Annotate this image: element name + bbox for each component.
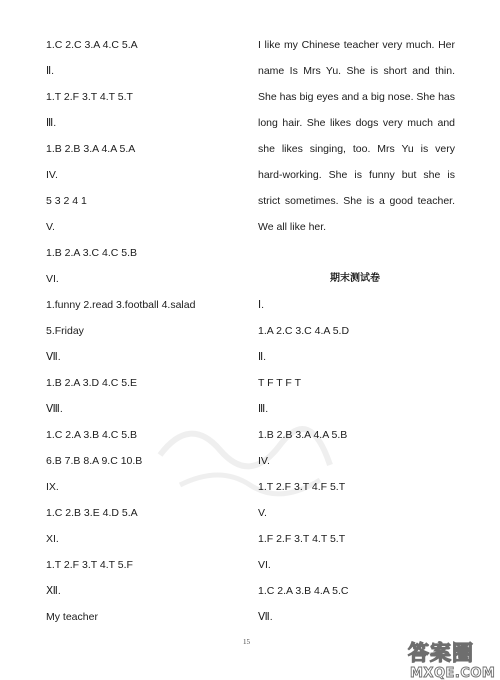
answer-line: T F T F T: [258, 377, 301, 389]
answer-line: 1.F 2.F 3.T 4.T 5.T: [258, 533, 346, 545]
section-heading: Ⅻ.: [46, 585, 61, 597]
essay-line: long hair. She likes dogs very much and: [258, 117, 455, 129]
essay-line: she likes singing, too. Mrs Yu is very: [258, 143, 455, 155]
section-heading: Ⅲ.: [258, 403, 269, 415]
section-heading: Ⅱ.: [46, 65, 55, 77]
essay-title: My teacher: [46, 611, 98, 623]
answer-line: 1.A 2.C 3.C 4.A 5.D: [258, 325, 350, 337]
section-heading: V.: [258, 507, 267, 519]
section-heading: IX.: [46, 481, 59, 493]
answer-line: 6.B 7.B 8.A 9.C 10.B: [46, 455, 143, 467]
section-heading: V.: [46, 221, 55, 233]
section-heading: VI.: [46, 273, 59, 285]
svg-text:答案圈: 答案圈: [408, 641, 474, 665]
answer-line: 5 3 2 4 1: [46, 195, 87, 207]
answer-line: 1.B 2.A 3.D 4.C 5.E: [46, 377, 138, 389]
answer-line: 1.B 2.B 3.A 4.A 5.B: [258, 429, 348, 441]
answer-line: 1.C 2.B 3.E 4.D 5.A: [46, 507, 138, 519]
answer-line: 1.T 2.F 3.T 4.T 5.F: [46, 559, 133, 571]
page-number: 15: [243, 638, 250, 646]
watermark-logo: [404, 636, 500, 680]
essay-line: I like my Chinese teacher very much. Her: [258, 39, 455, 51]
svg-text:MXQE.COM: MXQE.COM: [410, 666, 496, 680]
section-title: 期末测试卷: [330, 273, 380, 284]
background-smudge: [150, 395, 340, 505]
section-heading: Ⅶ.: [46, 351, 61, 363]
answer-line: 1.T 2.F 3.T 4.T 5.T: [46, 91, 133, 103]
answer-line: 1.B 2.A 3.C 4.C 5.B: [46, 247, 138, 259]
essay-line: name Is Mrs Yu. She is short and thin.: [258, 65, 455, 77]
section-heading: Ⅶ.: [258, 611, 273, 623]
section-heading: VI.: [258, 559, 271, 571]
section-heading: IV.: [46, 169, 58, 181]
essay-line: We all like her.: [258, 221, 327, 233]
essay-line: She has big eyes and a big nose. She has: [258, 91, 455, 103]
answer-line: 1.C 2.A 3.B 4.C 5.B: [46, 429, 138, 441]
section-heading: IV.: [258, 455, 270, 467]
section-heading: Ⅰ.: [258, 299, 265, 311]
answer-line: 1.C 2.C 3.A 4.C 5.A: [46, 39, 138, 51]
essay-line: strict sometimes. She is a good teacher.: [258, 195, 455, 207]
answer-line: 1.T 2.F 3.T 4.F 5.T: [258, 481, 346, 493]
section-heading: Ⅲ.: [46, 117, 57, 129]
answer-line: 1.C 2.A 3.B 4.A 5.C: [258, 585, 349, 597]
section-heading: XI.: [46, 533, 59, 545]
answer-line: 1.funny 2.read 3.football 4.salad: [46, 299, 196, 311]
essay-line: hard-working. She is funny but she is: [258, 169, 455, 181]
answer-line: 1.B 2.B 3.A 4.A 5.A: [46, 143, 136, 155]
answer-line: 5.Friday: [46, 325, 84, 337]
section-heading: Ⅷ.: [46, 403, 63, 415]
section-heading: Ⅱ.: [258, 351, 267, 363]
